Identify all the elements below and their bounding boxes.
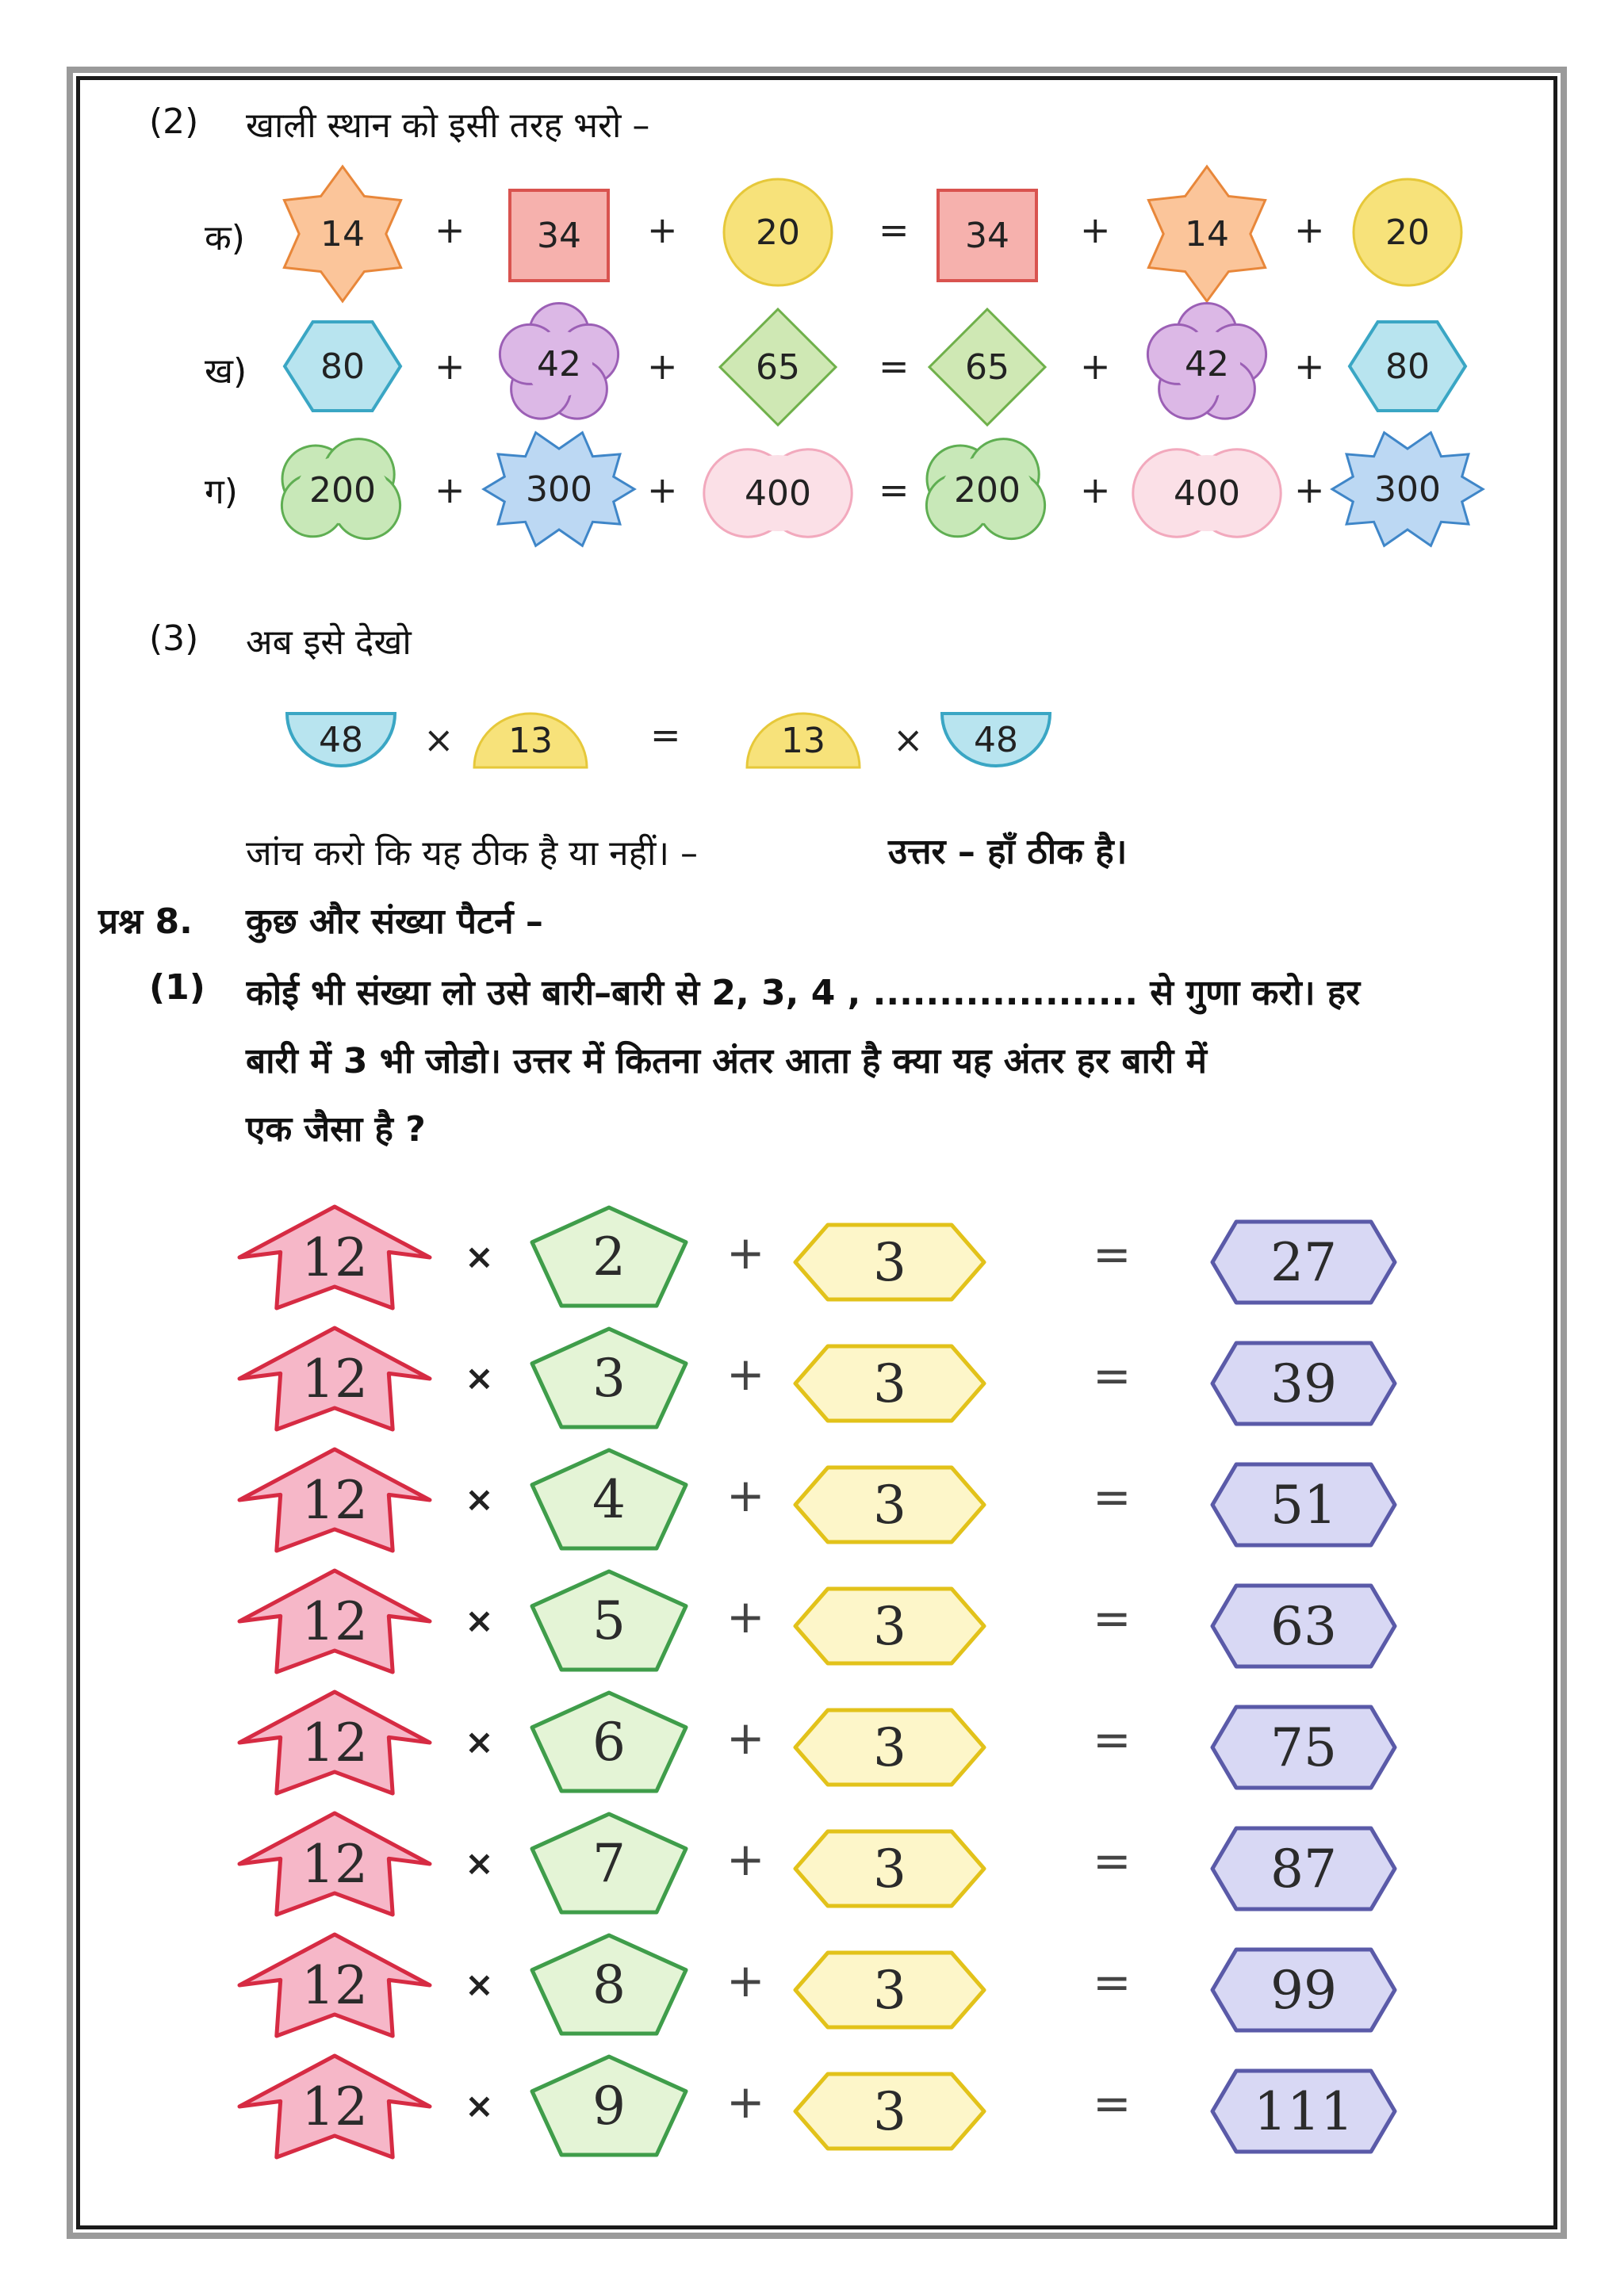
pattern-row-8-purple-hexagon [1210,2068,1397,2154]
pattern-row-2-times: × [465,1358,494,1399]
pattern-row-8-red-star [238,2054,431,2159]
row-3-shape-3 [703,446,853,541]
pattern-row-3-red-star [238,1448,431,1552]
pattern-row-4-times: × [465,1601,494,1641]
pattern-row-6-plus: + [726,1832,765,1886]
row-3-operator-1: + [435,469,465,511]
pattern-row-1-red-star-value: 12 [301,1226,368,1288]
pattern-row-3-yellow-diamond [793,1465,986,1544]
section-3-number: (3) [149,618,199,659]
row-2-shape-2 [496,304,622,423]
row-1-operator-2: + [647,209,678,251]
right-dome-shape-value: 13 [781,720,825,761]
pattern-row-2-equals: = [1093,1349,1132,1402]
row-3-operator-4: + [1080,469,1111,511]
row-2-shape-2-value: 42 [537,343,581,385]
pattern-row-5-times: × [465,1722,494,1762]
left-bowl-shape [285,712,396,767]
pattern-row-4-purple-hexagon-value: 63 [1270,1595,1337,1657]
pattern-row-1-purple-hexagon-value: 27 [1270,1231,1337,1293]
pattern-row-4-plus: + [726,1590,765,1644]
question-8-label: प्रश्न 8. [98,901,193,942]
pattern-row-7-yellow-diamond [793,1950,986,2030]
pattern-row-2-yellow-diamond [793,1344,986,1423]
right-bowl-shape [940,712,1051,767]
pattern-row-5-red-star [238,1690,431,1795]
pattern-row-8-purple-hexagon-value: 111 [1254,2080,1354,2142]
pattern-row-1-times: × [465,1237,494,1277]
pattern-row-5-yellow-diamond-value: 3 [873,1716,906,1778]
pattern-row-7-red-star-value: 12 [301,1954,368,2016]
pattern-row-7-green-pentagon [530,1933,688,2036]
row-2-shape-1 [283,320,402,412]
row-1-operator-3: = [879,209,910,251]
row-2-operator-4: + [1080,345,1111,388]
row-1-shape-2 [508,189,610,282]
section-3-equals: = [650,714,681,756]
pattern-row-8-red-star-value: 12 [301,2076,368,2137]
question-8-line-1: कोई भी संख्या लो उसे बारी–बारी से 2, 3, 4 , .................... से गुणा करो। हर [246,973,1361,1013]
pattern-row-5-yellow-diamond [793,1708,986,1787]
row-2-shape-6 [1348,320,1467,412]
row-3-shape-2-value: 300 [526,469,592,510]
pattern-row-5-purple-hexagon-value: 75 [1270,1716,1337,1778]
section-3-heading: अब इसे देखो [246,622,412,663]
question-8-line-2: बारी में 3 भी जोडो। उत्तर में कितना अंतर आता है क्या यह अंतर हर बारी में [246,1041,1207,1081]
row-1-shape-6-value: 20 [1385,212,1430,253]
pattern-row-3-green-pentagon [530,1448,688,1551]
row-2-operator-2: + [647,345,678,388]
row-2-shape-5 [1143,304,1270,423]
pattern-row-3-yellow-diamond-value: 3 [873,1474,906,1536]
section-2-heading: खाली स्थान को इसी तरह भरो – [246,105,650,146]
pattern-row-7-red-star [238,1933,431,2038]
pattern-row-1-plus: + [726,1226,765,1280]
pattern-row-3-purple-hexagon [1210,1462,1397,1548]
row-1-operator-4: + [1080,209,1111,251]
row-3-shape-4-value: 200 [954,469,1021,511]
pattern-row-3-plus: + [726,1468,765,1522]
pattern-row-6-times: × [465,1843,494,1884]
pattern-row-7-yellow-diamond-value: 3 [873,1959,906,2021]
pattern-row-7-times: × [465,1965,494,2005]
row-1-operator-5: + [1294,209,1325,251]
row-2-operator-3: = [879,345,910,388]
pattern-row-6-green-pentagon-value: 7 [592,1832,626,1894]
row-3-shape-6-value: 300 [1374,469,1441,510]
row-3-shape-3-value: 400 [745,473,811,514]
row-2-shape-1-value: 80 [320,346,365,387]
row-3-shape-4 [920,434,1055,545]
pattern-row-2-purple-hexagon-value: 39 [1270,1353,1337,1414]
pattern-row-2-green-pentagon-value: 3 [592,1347,626,1409]
row-1-shape-5 [1139,166,1274,301]
pattern-row-1-yellow-diamond [793,1223,986,1302]
pattern-row-5-green-pentagon [530,1690,688,1793]
row-3-shape-5 [1132,446,1282,541]
pattern-row-4-yellow-diamond [793,1586,986,1666]
row-1-shape-1-value: 14 [320,213,365,254]
pattern-row-7-green-pentagon-value: 8 [592,1954,626,2015]
row-1-shape-4 [936,189,1038,282]
pattern-row-2-red-star-value: 12 [301,1348,368,1410]
pattern-row-3-equals: = [1093,1470,1132,1524]
pattern-row-7-plus: + [726,1954,765,2007]
pattern-row-1-green-pentagon [530,1205,688,1308]
right-bowl-shape-value: 48 [974,719,1018,760]
pattern-row-5-equals: = [1093,1712,1132,1766]
row-1-shape-6 [1352,178,1463,287]
answer-text: उत्तर – हाँ ठीक है। [888,832,1128,872]
row-2-shape-3 [718,308,837,427]
section-2-number: (2) [149,101,199,142]
pattern-row-7-equals: = [1093,1955,1132,2009]
pattern-row-6-green-pentagon [530,1812,688,1915]
row-1-shape-3 [722,178,833,287]
pattern-row-4-equals: = [1093,1591,1132,1645]
pattern-row-3-times: × [465,1479,494,1520]
pattern-row-7-purple-hexagon [1210,1947,1397,2033]
pattern-row-4-red-star [238,1569,431,1674]
pattern-row-4-yellow-diamond-value: 3 [873,1595,906,1657]
question-8-title: कुछ और संख्या पैटर्न – [246,901,543,942]
pattern-row-2-plus: + [726,1347,765,1401]
section-3-times-right: × [893,718,924,761]
row-3-shape-1 [275,434,410,545]
pattern-row-6-purple-hexagon-value: 87 [1270,1838,1337,1900]
question-8-sub-number: (1) [149,967,205,1008]
left-dome-shape [473,712,588,769]
row-2-operator-5: + [1294,345,1325,388]
pattern-row-6-equals: = [1093,1834,1132,1888]
row-3-shape-1-value: 200 [309,469,376,511]
pattern-row-1-red-star [238,1205,431,1310]
pattern-row-8-equals: = [1093,2076,1132,2130]
row-1-shape-1 [275,166,410,301]
row-3-shape-6 [1332,430,1483,549]
row-3-operator-2: + [647,469,678,511]
pattern-row-8-yellow-diamond [793,2072,986,2151]
left-bowl-shape-value: 48 [319,719,363,760]
pattern-row-3-purple-hexagon-value: 51 [1270,1474,1337,1536]
pattern-row-1-equals: = [1093,1227,1132,1281]
pattern-row-6-red-star [238,1812,431,1916]
row-2-operator-1: + [435,345,465,388]
pattern-row-7-purple-hexagon-value: 99 [1270,1959,1337,2021]
pattern-row-8-green-pentagon [530,2054,688,2157]
pattern-row-1-purple-hexagon [1210,1219,1397,1305]
row-2-shape-6-value: 80 [1385,346,1430,387]
pattern-row-2-yellow-diamond-value: 3 [873,1353,906,1414]
pattern-row-5-plus: + [726,1711,765,1765]
row-2-shape-3-value: 65 [756,346,800,388]
pattern-row-6-yellow-diamond [793,1829,986,1908]
pattern-row-6-purple-hexagon [1210,1826,1397,1911]
row-1-shape-5-value: 14 [1185,213,1229,254]
pattern-row-4-green-pentagon [530,1569,688,1672]
section-3-times-left: × [423,718,454,761]
pattern-row-2-purple-hexagon [1210,1341,1397,1426]
check-text: जांच करो कि यह ठीक है या नहीं। – [246,833,699,874]
pattern-row-1-yellow-diamond-value: 3 [873,1231,906,1293]
pattern-row-4-purple-hexagon [1210,1583,1397,1669]
pattern-row-3-red-star-value: 12 [301,1469,368,1531]
row-1-operator-1: + [435,209,465,251]
pattern-row-5-green-pentagon-value: 6 [592,1711,626,1773]
pattern-row-2-red-star [238,1326,431,1431]
row-1-shape-3-value: 20 [756,212,800,253]
pattern-row-5-purple-hexagon [1210,1705,1397,1790]
pattern-row-5-red-star-value: 12 [301,1712,368,1774]
row-1-shape-4-value: 34 [965,215,1009,256]
pattern-row-6-red-star-value: 12 [301,1833,368,1895]
pattern-row-8-green-pentagon-value: 9 [592,2075,626,2137]
pattern-row-8-times: × [465,2086,494,2126]
pattern-row-4-green-pentagon-value: 5 [592,1590,626,1651]
row-ka-label: क) [205,218,245,258]
pattern-row-1-green-pentagon-value: 2 [592,1226,626,1288]
right-dome-shape [745,712,861,769]
row-kha-label: ख) [205,351,247,392]
row-3-shape-5-value: 400 [1174,473,1240,514]
question-8-line-3: एक जैसा है ? [246,1109,426,1150]
row-3-shape-2 [484,430,634,549]
row-2-shape-4-value: 65 [965,346,1009,388]
row-3-operator-3: = [879,469,910,511]
pattern-row-8-plus: + [726,2075,765,2129]
row-1-shape-2-value: 34 [537,215,581,256]
pattern-row-4-red-star-value: 12 [301,1590,368,1652]
pattern-row-3-green-pentagon-value: 4 [592,1468,626,1530]
row-3-operator-5: + [1294,469,1325,511]
pattern-row-2-green-pentagon [530,1326,688,1429]
left-dome-shape-value: 13 [508,720,553,761]
row-ga-label: ग) [205,472,238,512]
pattern-row-8-yellow-diamond-value: 3 [873,2080,906,2142]
pattern-row-6-yellow-diamond-value: 3 [873,1838,906,1900]
row-2-shape-4 [928,308,1047,427]
row-2-shape-5-value: 42 [1185,343,1229,385]
